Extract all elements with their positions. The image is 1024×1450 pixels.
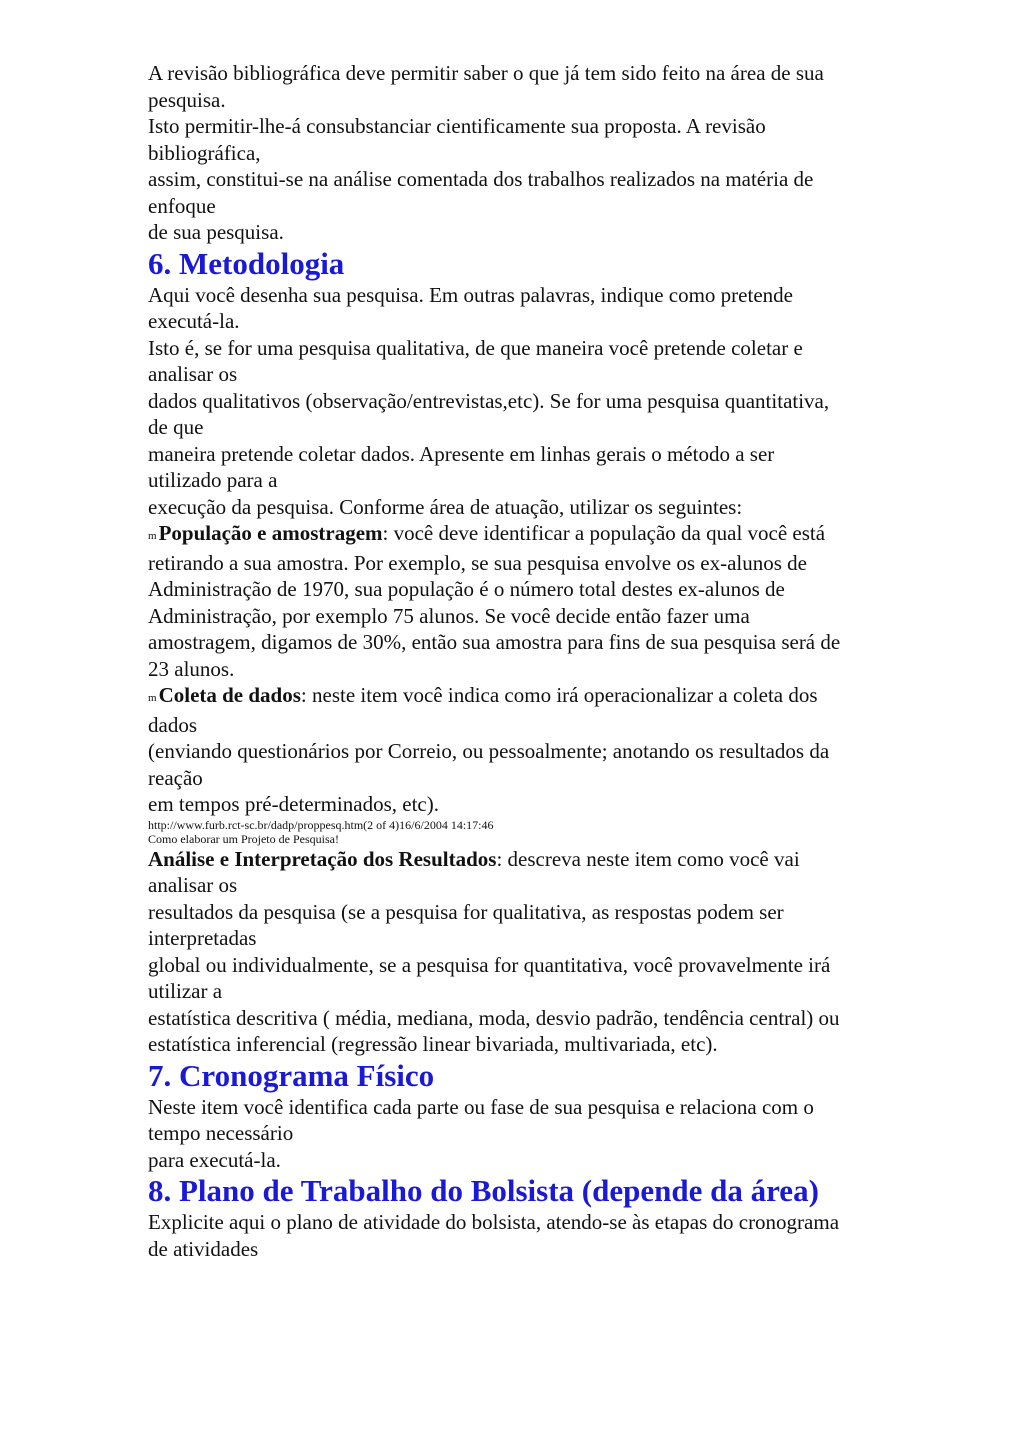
text-line: em tempos pré-determinados, etc).	[148, 792, 439, 816]
analise-item	[148, 846, 948, 1058]
text-line: Aqui você desenha sua pesquisa. Em outras palavras, indique como pretende	[148, 282, 793, 307]
text-line: pesquisa.	[148, 87, 226, 112]
coleta-first-line	[148, 682, 948, 712]
text-line: de atividades	[148, 1236, 259, 1261]
text-line: bibliográfica,	[148, 140, 261, 165]
text-line: A revisão bibliográfica deve permitir saber o que já tem sido feito na área de sua	[148, 61, 824, 85]
text-line: amostragem, digamos de 30%, então sua amostra para fins de sua pesquisa será de	[148, 630, 841, 654]
section-heading-plano-trabalho: 8. Plano de Trabalho do Bolsista (depende da área)	[148, 1173, 819, 1208]
text-line: assim, constitui-se na análise comentada dos trabalhos realizados na matéria de	[148, 167, 814, 191]
text-line: estatística inferencial (regressão linear bivariada, multivariada, etc).	[148, 1032, 718, 1056]
text-line: interpretadas	[148, 926, 257, 950]
metodologia-paragraph	[148, 282, 948, 521]
populacao-item	[148, 520, 948, 682]
text-line: resultados da pesquisa (se a pesquisa for qualitativa, as respostas podem ser	[148, 899, 784, 924]
coleta-item	[148, 682, 948, 818]
intro-paragraph	[148, 60, 948, 246]
text-line: utilizado para a	[148, 468, 278, 492]
source-url: http://www.furb.rct-sc.br/dadp/proppesq.htm(2 of 4)16/6/2004 14:17:46	[148, 817, 494, 832]
coleta-term: Coleta de dados	[158, 683, 301, 707]
text-line: 23 alunos.	[148, 656, 235, 681]
text-line: para executá-la.	[148, 1147, 281, 1172]
populacao-first-line	[148, 520, 948, 550]
bullet-icon: m	[148, 692, 157, 704]
text-line: (enviando questionários por Correio, ou pessoalmente; anotando os resultados da	[148, 739, 830, 763]
text-line: analisar os	[148, 873, 238, 897]
text-line: executá-la.	[148, 309, 240, 333]
plano-trabalho-paragraph	[148, 1209, 948, 1262]
analise-first-line	[148, 846, 948, 873]
text-line: reação	[148, 765, 203, 790]
text-line: maneira pretende coletar dados. Apresente em linhas gerais o método a ser	[148, 441, 775, 466]
document-title-footer: Como elaborar um Projeto de Pesquisa!	[148, 831, 339, 846]
section-heading-metodologia: 6. Metodologia	[148, 245, 345, 281]
text-line: retirando a sua amostra. Por exemplo, se sua pesquisa envolve os ex-alunos de	[148, 550, 807, 575]
page-footer	[148, 818, 948, 846]
text-line: de que	[148, 415, 204, 439]
analise-term: Análise e Interpretação dos Resultados	[148, 846, 497, 871]
text-line: Isto permitir-lhe-á consubstanciar cientificamente sua proposta. A revisão	[148, 114, 766, 138]
text-line: Isto é, se for uma pesquisa qualitativa, de que maneira você pretende coletar e	[148, 335, 803, 360]
text-line: analisar os	[148, 362, 238, 386]
text-line: utilizar a	[148, 979, 223, 1003]
text-line: enfoque	[148, 193, 216, 218]
section-heading-cronograma: 7. Cronograma Físico	[148, 1057, 435, 1093]
text-line: dados qualitativos (observação/entrevistas,etc). Se for uma pesquisa quantitativa,	[148, 388, 830, 413]
coleta-text: : neste item você indica como irá operacionalizar a coleta dos	[300, 683, 818, 707]
analise-text: : descreva neste item como você vai	[496, 846, 800, 871]
text-line: Administração, por exemplo 75 alunos. Se você decide então fazer uma	[148, 603, 750, 628]
text-line: execução da pesquisa. Conforme área de atuação, utilizar os seguintes:	[148, 494, 743, 519]
text-line: dados	[148, 712, 197, 737]
bullet-icon: m	[148, 530, 157, 542]
document-page	[148, 60, 948, 1262]
text-line: Administração de 1970, sua população é o número total destes ex-alunos de	[148, 577, 785, 601]
text-line: global ou individualmente, se a pesquisa for quantitativa, você provavelmente irá	[148, 952, 831, 977]
populacao-text: : você deve identificar a população da qual você está	[382, 521, 826, 545]
text-line: tempo necessário	[148, 1121, 294, 1145]
text-line: Neste item você identifica cada parte ou fase de sua pesquisa e relaciona com o	[148, 1094, 814, 1119]
populacao-term: População e amostragem	[158, 521, 383, 545]
text-line: Explicite aqui o plano de atividade do bolsista, atendo-se às etapas do cronograma	[148, 1210, 840, 1234]
text-line: de sua pesquisa.	[148, 220, 284, 244]
text-line: estatística descritiva ( média, mediana, moda, desvio padrão, tendência central) ou	[148, 1005, 840, 1030]
cronograma-paragraph	[148, 1094, 948, 1174]
